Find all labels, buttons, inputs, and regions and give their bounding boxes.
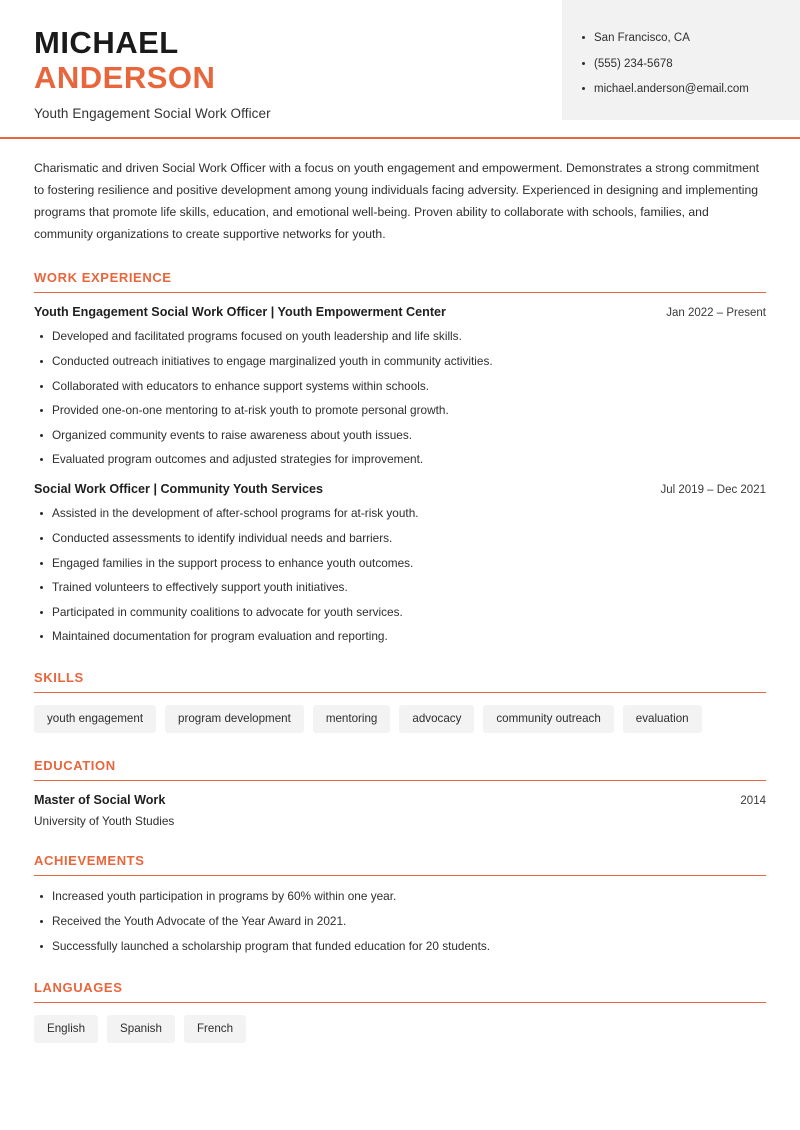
experience-item <box>34 482 766 645</box>
education-header <box>34 793 766 807</box>
experience-title: Youth Engagement Social Work Officer | Youth Empowerment Center <box>34 305 446 320</box>
skill-chip: program development <box>165 705 304 733</box>
skill-chip: advocacy <box>399 705 474 733</box>
section-divider-work-experience <box>34 292 766 293</box>
contact-box <box>562 0 800 120</box>
list-item: Received the Youth Advocate of the Year Award in 2021. <box>52 913 766 930</box>
section-title-work-experience: WORK EXPERIENCE <box>34 270 172 286</box>
list-item: Engaged families in the support process to enhance youth outcomes. <box>52 555 766 572</box>
last-name: ANDERSON <box>34 59 216 95</box>
resume-body <box>0 139 800 1042</box>
language-chip: French <box>184 1015 246 1043</box>
section-divider-education <box>34 780 766 781</box>
professional-summary: Charismatic and driven Social Work Officer with a focus on youth engagement and empowerment. Demonstrates a strong commitment to fostering resilience and positive development among young individuals facing adversity. Experienced in designing and implementing programs that promote life skills, education, and emotional well-being. Proven ability to collaborate with schools, families, and community organizations to create supportive networks for youth. <box>34 161 760 241</box>
skill-chip: mentoring <box>313 705 391 733</box>
experience-title: Social Work Officer | Community Youth Services <box>34 482 324 497</box>
list-item: Developed and facilitated programs focused on youth leadership and life skills. <box>52 328 766 345</box>
list-item: Participated in community coalitions to advocate for youth services. <box>52 604 766 621</box>
list-item: Assisted in the development of after-school programs for at-risk youth. <box>52 505 766 522</box>
section-divider-skills <box>34 692 766 693</box>
experience-bullets <box>34 328 766 468</box>
skill-chip: community outreach <box>483 705 613 733</box>
education-school: University of Youth Studies <box>34 814 175 829</box>
experience-dates: Jul 2019 – Dec 2021 <box>660 484 766 497</box>
languages-list <box>34 1015 766 1043</box>
contact-phone: (555) 234-5678 <box>582 56 760 73</box>
header-identity <box>34 22 271 121</box>
section-title-skills: SKILLS <box>34 670 84 686</box>
achievements-list <box>34 888 766 954</box>
list-item: Successfully launched a scholarship program that funded education for 20 students. <box>52 938 766 955</box>
list-item: Conducted outreach initiatives to engage marginalized youth in community activities. <box>52 353 766 370</box>
experience-item <box>34 305 766 468</box>
section-title-languages: LANGUAGES <box>34 979 123 995</box>
education-degree: Master of Social Work <box>34 793 166 808</box>
list-item: Conducted assessments to identify individual needs and barriers. <box>52 530 766 547</box>
language-chip: Spanish <box>107 1015 175 1043</box>
language-chip: English <box>34 1015 98 1043</box>
list-item: Increased youth participation in programs by 60% within one year. <box>52 888 766 905</box>
list-item: Organized community events to raise awareness about youth issues. <box>52 427 766 444</box>
list-item: Maintained documentation for program evaluation and reporting. <box>52 628 766 645</box>
education-item <box>34 793 766 828</box>
experience-bullets <box>34 505 766 645</box>
section-divider-languages <box>34 1002 766 1003</box>
job-title: Youth Engagement Social Work Officer <box>34 106 271 122</box>
section-divider-achievements <box>34 875 766 876</box>
education-year: 2014 <box>740 795 766 808</box>
first-name: MICHAEL <box>34 25 179 60</box>
section-title-achievements: ACHIEVEMENTS <box>34 853 145 869</box>
resume-header <box>0 0 800 121</box>
list-item: Evaluated program outcomes and adjusted strategies for improvement. <box>52 451 766 468</box>
skill-chip: evaluation <box>623 705 702 733</box>
list-item: Provided one-on-one mentoring to at-risk youth to promote personal growth. <box>52 402 766 419</box>
contact-location: San Francisco, CA <box>582 30 760 47</box>
skills-list <box>34 705 766 733</box>
list-item: Collaborated with educators to enhance support systems within schools. <box>52 378 766 395</box>
skill-chip: youth engagement <box>34 705 156 733</box>
section-title-education: EDUCATION <box>34 758 116 774</box>
experience-dates: Jan 2022 – Present <box>666 307 766 320</box>
experience-header <box>34 482 766 496</box>
list-item: Trained volunteers to effectively support youth initiatives. <box>52 579 766 596</box>
experience-header <box>34 305 766 319</box>
contact-email: michael.anderson@email.com <box>582 81 760 98</box>
